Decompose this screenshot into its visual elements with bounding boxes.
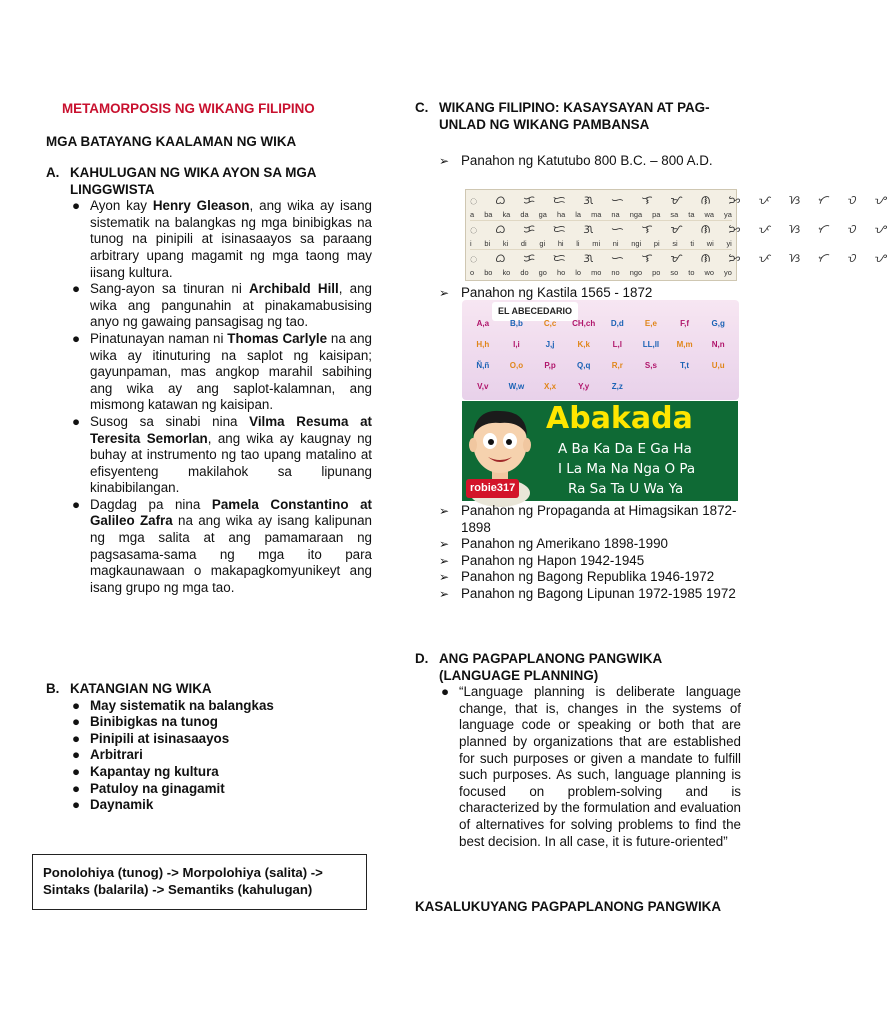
section-letter: A.: [46, 165, 60, 180]
syllable-label: gi: [539, 239, 546, 248]
baybayin-glyphs: ᜀ ᜊ ᜃ ᜇ ᜄ ᜑ ᜎ ᜋ ᜈ ᜅ ᜉ ᜐ ᜆ ᜏ ᜌ: [470, 193, 894, 207]
period-list-1: [415, 153, 741, 170]
bullet-icon: ●: [441, 684, 450, 700]
syllable-label: yi: [726, 239, 732, 248]
baybayin-row: [470, 192, 894, 221]
list-item: ● Binibigkas na tunog: [72, 714, 218, 730]
syllable-label: ngo: [629, 268, 643, 277]
syllable-label: ki: [502, 239, 509, 248]
list-item: [439, 684, 741, 850]
syllable-label: a: [470, 210, 475, 219]
linguist-name: Pamela Constantino at Galileo Zafra: [90, 496, 372, 529]
alphabet-letter: E,e: [644, 319, 657, 328]
section-b-heading: [46, 681, 372, 698]
alphabet-letter: R,r: [611, 361, 623, 370]
bullet-icon: ●: [72, 797, 81, 813]
alphabet-letter: J,j: [545, 340, 555, 349]
arrow-icon: ➢: [439, 586, 450, 601]
list-item: ● Ayon kay Henry Gleason, ang wika ay isang sistematik na balangkas ng mga binibigkas na tunog na pinipili at isinasaayos sa paraang arbitrary upang magamit ng mga taong may iisang kultura.: [72, 198, 373, 280]
alphabet-letter: X,x: [544, 382, 557, 391]
arrow-icon: ➢: [439, 570, 450, 585]
alphabet-letter: G,g: [711, 319, 725, 328]
alphabet-letter: U,u: [711, 361, 725, 370]
syllable-label: to: [688, 268, 695, 277]
list-item: ➢ Panahon ng Hapon 1942-1945: [415, 553, 741, 570]
section-letter: B.: [46, 681, 60, 696]
syllable-label: do: [520, 268, 529, 277]
alphabet-letter: Q,q: [577, 361, 591, 370]
alphabet-letter: CH,ch: [572, 319, 596, 328]
bullet-icon: ●: [72, 780, 81, 796]
definitions-list: [70, 198, 372, 596]
abecedario-letters: [466, 316, 735, 398]
syllable-label: yo: [724, 268, 732, 277]
syllable-label: mo: [591, 268, 602, 277]
syllable-row: [470, 265, 732, 282]
syllable-label: pa: [652, 210, 661, 219]
robie-logo: robie317: [466, 479, 519, 498]
section-b: [46, 681, 372, 814]
bullet-icon: ●: [72, 730, 81, 746]
syllable-label: ta: [688, 210, 695, 219]
syllable-label: si: [672, 239, 678, 248]
list-item: ● Arbitrari: [72, 747, 143, 763]
syllable-label: na: [611, 210, 620, 219]
linguist-name: Thomas Carlyle: [227, 330, 328, 346]
bullet-icon: ●: [72, 714, 81, 730]
syllable-label: ba: [484, 210, 493, 219]
alphabet-letter: V,v: [477, 382, 489, 391]
syllable-label: hi: [557, 239, 564, 248]
abakada-line: A Ba Ka Da E Ga Ha: [558, 441, 692, 457]
list-item: ➢ Panahon ng Bagong Republika 1946-1972: [415, 569, 741, 586]
bullet-icon: ●: [72, 330, 81, 346]
document-title: METAMORPOSIS NG WIKANG FILIPINO: [62, 101, 315, 116]
syllable-label: ga: [538, 210, 547, 219]
bullet-icon: ●: [72, 198, 81, 214]
alphabet-letter: N,n: [711, 340, 725, 349]
arrow-icon: ➢: [439, 504, 450, 518]
alphabet-letter: F,f: [680, 319, 689, 328]
syllable-label: bo: [484, 268, 493, 277]
list-item: ➢ Panahon ng Propaganda at Himagsikan 1872-1898: [415, 503, 741, 536]
syllable-label: wi: [706, 239, 714, 248]
syllable-label: ti: [690, 239, 695, 248]
list-item: ● May sistematik na balangkas: [72, 697, 274, 713]
syllable-label: ya: [724, 210, 732, 219]
syllable-label: ko: [502, 268, 511, 277]
syllable-label: li: [576, 239, 580, 248]
linguist-name: Archibald Hill: [248, 281, 339, 297]
list-item: ● Daynamik: [72, 797, 154, 813]
section-heading-text: WIKANG FILIPINO: KASAYSAYAN AT PAG-UNLAD NG WIKANG PAMBANSA: [439, 100, 710, 132]
alphabet-letter: T,t: [680, 361, 689, 370]
list-item: ● Pinipili at isinasaayos: [72, 730, 230, 746]
syllable-label: mi: [592, 239, 601, 248]
section-d-heading: [415, 651, 741, 684]
baybayin-row: [470, 250, 894, 278]
baybayin-chart-image: [465, 189, 894, 281]
syllable-label: o: [470, 268, 475, 277]
alphabet-letter: O,o: [509, 361, 524, 370]
list-item: ● Pinatunayan naman ni Thomas Carlyle na ang wika ay itinuturing na saplot ng kaisipan; gayunpaman, mas angkop marahil sabihing ang wika ay ang saplot-kalamnan, ang mismong katawan ng kaisipan.: [72, 330, 372, 413]
alphabet-letter: M,m: [676, 340, 693, 349]
section-letter: C.: [415, 100, 429, 115]
syllable-label: ho: [556, 268, 566, 277]
list-item: ● Kapantay ng kultura: [72, 763, 219, 779]
linguist-name: Vilma Resuma at Teresita Semorlan: [90, 413, 372, 446]
alphabet-letter: L,l: [612, 340, 622, 349]
syllable-label: ha: [556, 210, 566, 219]
section-d: [415, 651, 741, 850]
alphabet-letter: Y,y: [578, 382, 590, 391]
section-c-heading: [415, 100, 741, 133]
syllable-label: go: [538, 268, 547, 277]
baybayin-glyphs: ᜀ ᜊ ᜃ ᜇ ᜄ ᜑ ᜎ ᜋ ᜈ ᜅ ᜉ ᜐ ᜆ ᜏ ᜌ: [470, 251, 894, 265]
abecedario-header: EL ABECEDARIO: [492, 302, 578, 321]
syllable-label: bi: [484, 239, 491, 248]
section-a: [46, 165, 372, 596]
syllable-label: la: [575, 210, 582, 219]
syllable-label: po: [652, 268, 661, 277]
syllable-label: ma: [591, 210, 602, 219]
syllable-label: lo: [575, 268, 582, 277]
baybayin-glyphs: ᜀ ᜊ ᜃ ᜇ ᜄ ᜑ ᜎ ᜋ ᜈ ᜅ ᜉ ᜐ ᜆ ᜏ ᜌ: [470, 222, 894, 236]
section-letter: D.: [415, 651, 429, 666]
language-planning-quote: “Language planning is deliberate language change, that is, changes in the systems of language code or speaking or both that are planned by organizations that are established for such purposes or given a mandate to fulfill such purposes. As such, language planning is focused on problem-solving and is characterized by the formulation and evaluation of alternatives for solving problems to find the best decision. In all case, it is future-oriented”: [459, 684, 741, 849]
alphabet-letter: D,d: [610, 319, 624, 328]
arrow-icon: ➢: [439, 154, 450, 168]
alphabet-letter: S,s: [644, 361, 657, 370]
syllable-label: so: [670, 268, 679, 277]
section-heading-text: ANG PAGPAPLANONG PANGWIKA (LANGUAGE PLANNING): [439, 651, 662, 683]
linguist-name: Henry Gleason: [152, 198, 250, 214]
list-item: ● Sang-ayon sa tinuran ni Archibald Hill, ang wika ang pangunahin at pinakamabusising anyo ng gawaing pansagisag ng tao.: [72, 281, 372, 330]
syllable-label: wo: [704, 268, 714, 277]
section-c: [415, 100, 741, 133]
baybayin-row: [470, 221, 894, 250]
list-item: ● Dagdag pa nina Pamela Constantino at Galileo Zafra na ang wika ay isang kalipunan ng mga salita at ang pamamaraan ng pagsasama-sama ng mga ito para magkaunawaan o makapagkomyunikeyt ang isang grupo ng mga tao.: [72, 496, 372, 595]
section-a-heading: [46, 165, 372, 198]
abecedario-image: [462, 300, 739, 400]
alphabet-letter: B,b: [509, 319, 523, 328]
syllable-label: sa: [670, 210, 679, 219]
alphabet-letter: I,i: [513, 340, 520, 349]
linguistics-flow-box: Ponolohiya (tunog) -> Morpolohiya (salita) -> Sintaks (balarila) -> Semantiks (kahulugan): [32, 854, 367, 910]
alphabet-letter: Z,z: [611, 382, 623, 391]
current-planning-heading: KASALUKUYANG PAGPAPLANONG PANGWIKA: [415, 899, 722, 914]
section-heading-text: KATANGIAN NG WIKA: [70, 681, 212, 696]
alphabet-letter: Ñ,ñ: [476, 361, 490, 370]
syllable-label: wa: [704, 210, 714, 219]
list-item: ● Susog sa sinabi nina Vilma Resuma at Teresita Semorlan, ang wika ay kaugnay ng buhay at instrumento ng tao upang matalino at efisyenteng makilahok sa lipunang kinabibilangan.: [72, 413, 373, 496]
syllable-label: nga: [629, 210, 643, 219]
period-list-3: [415, 503, 741, 603]
bullet-icon: ●: [72, 763, 81, 779]
syllable-label: ngi: [631, 239, 642, 248]
syllable-label: i: [470, 239, 472, 248]
alphabet-letter: W,w: [508, 382, 525, 391]
syllable-label: ka: [502, 210, 511, 219]
list-item: ● Patuloy na ginagamit: [72, 780, 225, 796]
abakada-line: Ra Sa Ta U Wa Ya: [568, 481, 684, 497]
alphabet-letter: C,c: [543, 319, 557, 328]
bullet-icon: ●: [72, 747, 81, 763]
list-item: ➢ Panahon ng Amerikano 1898-1990: [415, 536, 741, 553]
arrow-icon: ➢: [439, 286, 450, 300]
bullet-icon: ●: [72, 281, 81, 297]
alphabet-letter: H,h: [476, 340, 490, 349]
bullet-icon: ●: [72, 496, 81, 512]
abakada-image: [462, 401, 738, 501]
syllable-label: di: [520, 239, 527, 248]
list-item: ➢ Panahon ng Kastila 1565 - 1872: [415, 285, 741, 302]
abakada-title: Abakada: [546, 401, 693, 436]
arrow-icon: ➢: [439, 553, 450, 568]
syllable-label: da: [520, 210, 529, 219]
syllable-label: pi: [653, 239, 660, 248]
list-item: ➢ Panahon ng Katutubo 800 B.C. – 800 A.D.: [415, 153, 741, 170]
list-item: ➢ Panahon ng Bagong Lipunan 1972-1985 1972: [415, 586, 741, 603]
alphabet-letter: LL,ll: [642, 340, 660, 349]
alphabet-letter: P,p: [544, 361, 556, 370]
alphabet-letter: K,k: [577, 340, 590, 349]
language-planning-list: [439, 684, 741, 850]
section-heading-text: KAHULUGAN NG WIKA AYON SA MGA LINGGWISTA: [70, 165, 316, 197]
syllable-label: ni: [612, 239, 619, 248]
syllable-label: no: [611, 268, 620, 277]
abakada-line: I La Ma Na Nga O Pa: [558, 461, 696, 477]
characteristics-list: [70, 698, 372, 814]
section-subtitle: MGA BATAYANG KAALAMAN NG WIKA: [46, 134, 297, 149]
bullet-icon: ●: [72, 697, 81, 713]
alphabet-letter: A,a: [476, 319, 490, 328]
bullet-icon: ●: [72, 413, 81, 429]
arrow-icon: ➢: [439, 537, 450, 552]
